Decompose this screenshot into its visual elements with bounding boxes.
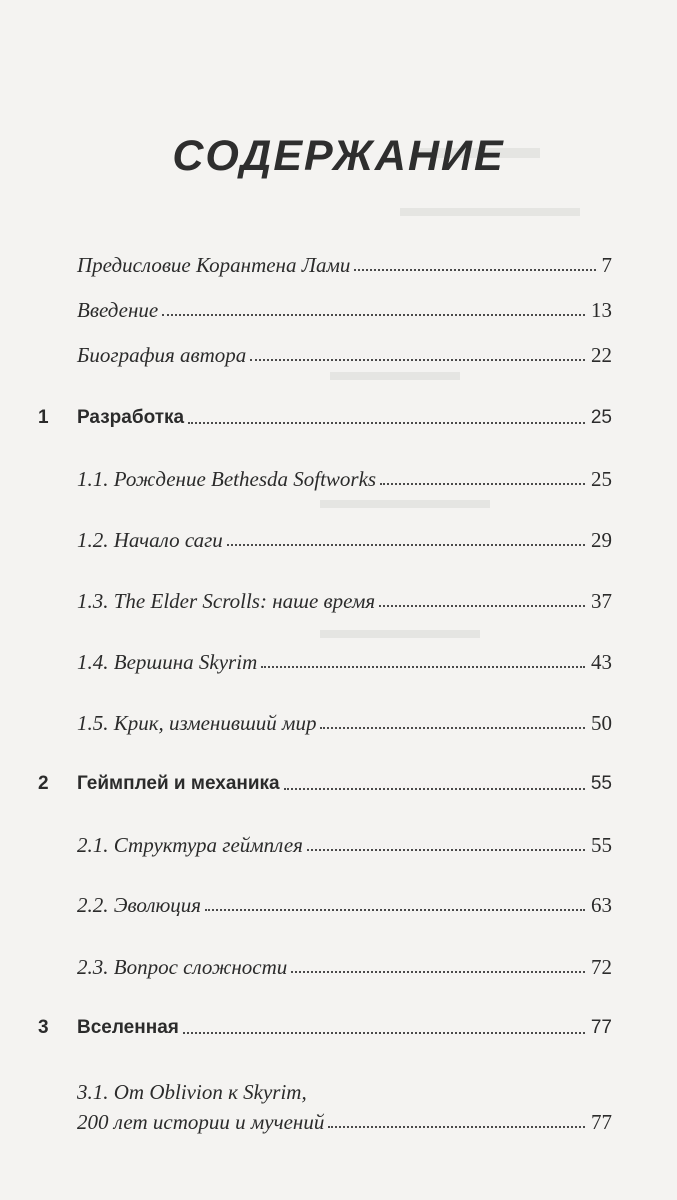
- chapter-number: 3: [38, 1017, 49, 1038]
- toc-entry-page: 55: [591, 833, 612, 857]
- toc-entry-label-line1: 3.1. От Oblivion к Skyrim,: [77, 1080, 307, 1104]
- chapter-number: 1: [38, 407, 49, 428]
- toc-entry-label: 2.2. Эволюция: [77, 893, 202, 917]
- dot-leader: [183, 1032, 585, 1034]
- dot-leader: [379, 605, 585, 607]
- toc-entry-page: 77: [591, 1110, 612, 1134]
- dot-leader: [354, 269, 595, 271]
- toc-entry-page: 37: [591, 589, 612, 613]
- dot-leader: [291, 971, 585, 973]
- toc-entry-page: 22: [591, 343, 612, 367]
- toc-entry: [0, 335, 677, 367]
- toc-entry-page: 25: [590, 407, 612, 428]
- toc-entry: [0, 520, 677, 552]
- dot-leader: [307, 849, 585, 851]
- toc-chapter: [0, 764, 677, 796]
- toc-entry-page: 77: [590, 1017, 612, 1038]
- dot-leader: [284, 788, 585, 790]
- toc-entry-label: 1.1. Рождение Bethesda Softworks: [77, 467, 377, 491]
- dot-leader: [380, 483, 585, 485]
- toc-entry: [0, 290, 677, 322]
- toc-chapter: [0, 398, 677, 430]
- toc-entry: [0, 885, 677, 917]
- toc-entry: [0, 642, 677, 674]
- toc-entry-label: 1.2. Начало саги: [77, 528, 223, 552]
- chapter-number: 2: [38, 773, 49, 794]
- toc-entry: [0, 947, 677, 979]
- dot-leader: [320, 727, 585, 729]
- toc-entry: [0, 703, 677, 735]
- toc-entry-page: 63: [591, 893, 612, 917]
- toc-entry-label: Вселенная: [77, 1017, 179, 1038]
- toc-entry-label: Введение: [77, 298, 159, 322]
- toc-entry-label: 2.3. Вопрос сложности: [77, 955, 288, 979]
- toc-entry: [0, 581, 677, 613]
- toc-entry-page: 7: [601, 253, 612, 277]
- bleed-through-artifact: [320, 500, 490, 508]
- toc-entry: [0, 1070, 677, 1134]
- toc-entry-page: 50: [591, 711, 612, 735]
- dot-leader: [205, 909, 585, 911]
- bleed-through-artifact: [320, 630, 480, 638]
- page-title: СОДЕРЖАНИЕ: [172, 132, 505, 180]
- dot-leader: [227, 544, 585, 546]
- dot-leader: [188, 422, 585, 424]
- dot-leader: [328, 1126, 585, 1128]
- toc-entry-label: 1.3. The Elder Scrolls: наше время: [77, 589, 376, 613]
- toc-entry-label: 1.4. Вершина Skyrim: [77, 650, 258, 674]
- dot-leader: [162, 314, 585, 316]
- toc-chapter: [0, 1008, 677, 1040]
- toc-entry-page: 72: [591, 955, 612, 979]
- toc-entry-label: 1.5. Крик, изменивший мир: [77, 711, 317, 735]
- toc-entry: [0, 825, 677, 857]
- toc-entry-label: Разработка: [77, 407, 185, 428]
- toc-entry-label: Биография автора: [77, 343, 247, 367]
- toc-entry-page: 25: [591, 467, 612, 491]
- toc-entry-label: 200 лет истории и мучений: [77, 1110, 325, 1134]
- dot-leader: [250, 359, 585, 361]
- toc-entry-label: Геймплей и механика: [77, 773, 280, 794]
- toc-entry-page: 13: [591, 298, 612, 322]
- bleed-through-artifact: [330, 372, 460, 380]
- dot-leader: [261, 666, 585, 668]
- toc-entry-page: 43: [591, 650, 612, 674]
- toc-entry-page: 55: [590, 773, 612, 794]
- toc-entry: [0, 459, 677, 491]
- toc-entry: [0, 245, 677, 277]
- toc-entry-label: 2.1. Структура геймплея: [77, 833, 303, 857]
- toc-entry-label: Предисловие Корантена Лами: [77, 253, 351, 277]
- toc-entry-page: 29: [591, 528, 612, 552]
- bleed-through-artifact: [400, 208, 580, 216]
